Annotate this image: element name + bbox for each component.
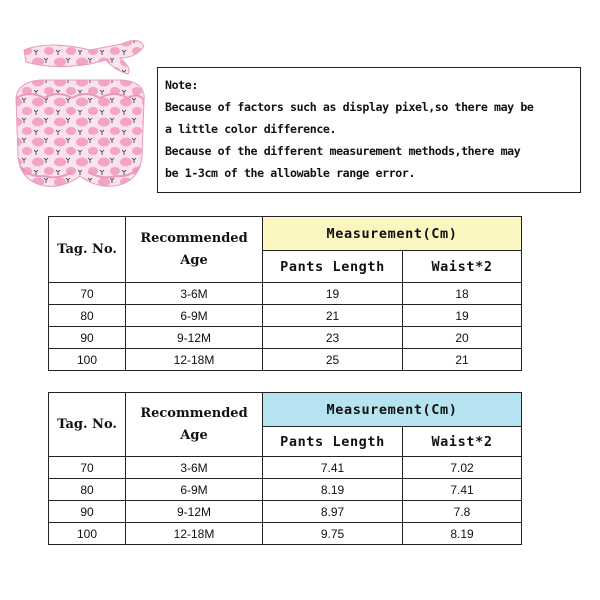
table-row — [49, 283, 522, 305]
table-row — [49, 501, 522, 523]
cell-age: 6-9M — [126, 479, 263, 501]
header-age-line1: Recommended — [140, 405, 248, 421]
cell-tag: 70 — [49, 283, 126, 305]
header-age-line1: Recommended — [140, 230, 248, 246]
header-tag: Tag. No. — [49, 393, 126, 457]
table-row — [49, 479, 522, 501]
cell-pants: 23 — [263, 327, 403, 349]
cell-waist: 7.02 — [403, 457, 522, 479]
header-waist: Waist*2 — [403, 427, 522, 457]
cell-age: 12-18M — [126, 349, 263, 371]
note-line: be 1-3cm of the allowable range error. — [165, 166, 416, 180]
header-measurement: Measurement(Cm) — [263, 393, 522, 427]
size-table-cm — [48, 216, 522, 371]
header-age-line2: Age — [180, 252, 208, 268]
cell-pants: 8.19 — [263, 479, 403, 501]
cell-age: 9-12M — [126, 501, 263, 523]
cell-age: 6-9M — [126, 305, 263, 327]
cell-tag: 90 — [49, 501, 126, 523]
header-age-line2: Age — [180, 427, 208, 443]
header-pants-length: Pants Length — [263, 427, 403, 457]
cell-tag: 80 — [49, 479, 126, 501]
table-row — [49, 457, 522, 479]
note-title: Note: — [165, 78, 198, 92]
header-measurement: Measurement(Cm) — [263, 217, 522, 251]
note-box — [157, 67, 581, 193]
cell-waist: 18 — [403, 283, 522, 305]
table-row — [49, 327, 522, 349]
cell-waist: 7.8 — [403, 501, 522, 523]
header-waist: Waist*2 — [403, 251, 522, 283]
cell-pants: 7.41 — [263, 457, 403, 479]
note-line: Because of factors such as display pixel,so there may be — [165, 100, 534, 114]
cell-pants: 9.75 — [263, 523, 403, 545]
cell-waist: 19 — [403, 305, 522, 327]
cell-waist: 21 — [403, 349, 522, 371]
note-line: a little color difference. — [165, 122, 337, 136]
table-row — [49, 349, 522, 371]
table-row — [49, 305, 522, 327]
header-pants-length: Pants Length — [263, 251, 403, 283]
cell-age: 12-18M — [126, 523, 263, 545]
table-row — [49, 523, 522, 545]
cell-tag: 70 — [49, 457, 126, 479]
cell-age: 3-6M — [126, 457, 263, 479]
cell-waist: 20 — [403, 327, 522, 349]
note-line: Because of the different measurement methods,there may — [165, 144, 521, 158]
product-image — [10, 36, 150, 196]
cell-waist: 7.41 — [403, 479, 522, 501]
header-tag: Tag. No. — [49, 217, 126, 283]
cell-age: 9-12M — [126, 327, 263, 349]
cell-age: 3-6M — [126, 283, 263, 305]
header-age — [126, 393, 263, 457]
bloomers-illustration — [10, 36, 150, 196]
cell-tag: 100 — [49, 523, 126, 545]
cell-pants: 25 — [263, 349, 403, 371]
cell-tag: 100 — [49, 349, 126, 371]
cell-tag: 80 — [49, 305, 126, 327]
cell-pants: 21 — [263, 305, 403, 327]
cell-waist: 8.19 — [403, 523, 522, 545]
cell-pants: 8.97 — [263, 501, 403, 523]
cell-pants: 19 — [263, 283, 403, 305]
cell-tag: 90 — [49, 327, 126, 349]
header-age — [126, 217, 263, 283]
size-table-inch — [48, 392, 522, 545]
